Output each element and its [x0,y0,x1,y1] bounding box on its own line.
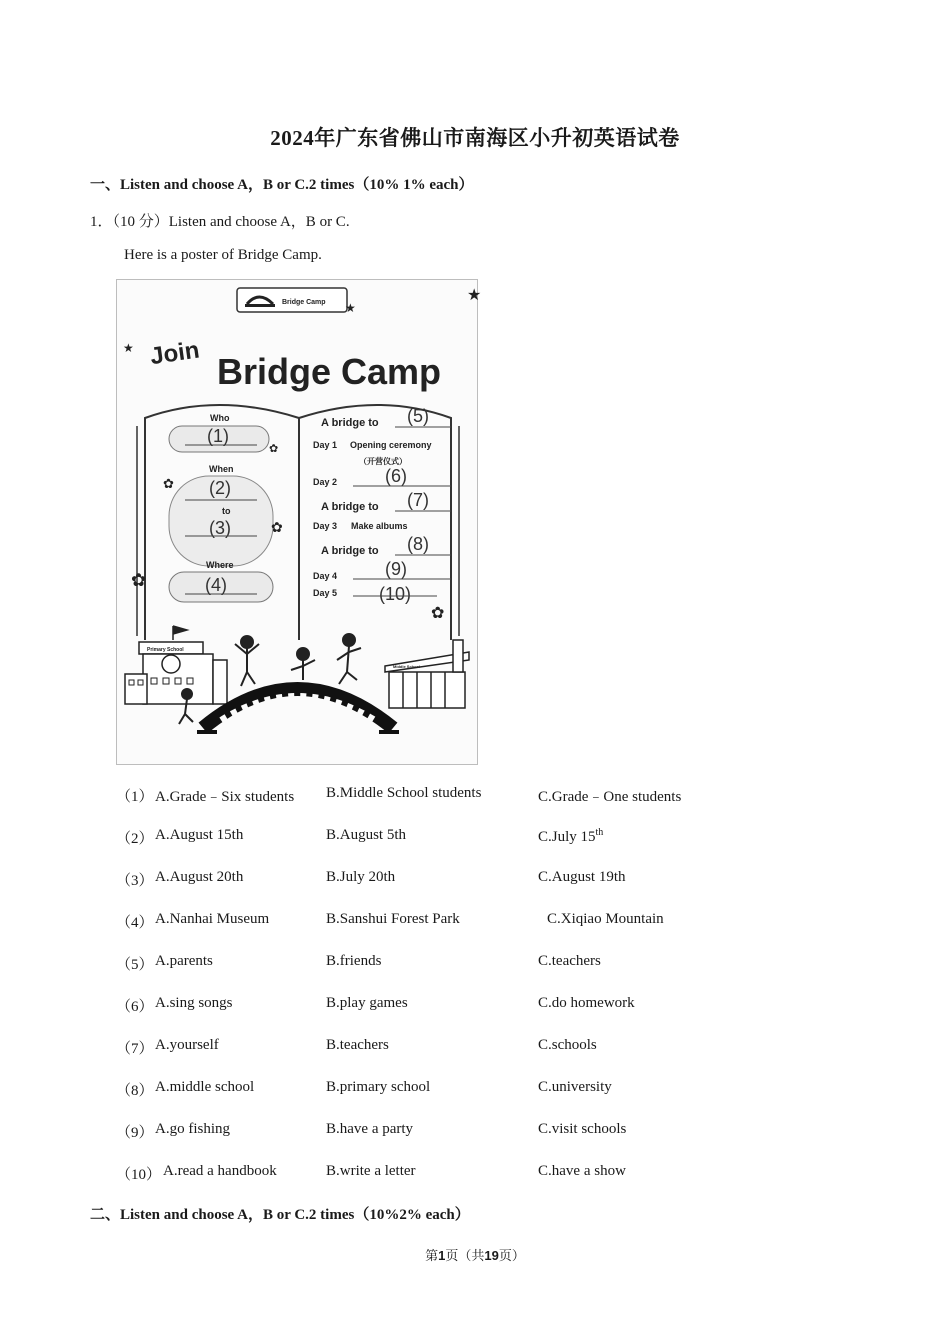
poster-illustration [117,280,482,764]
footer-page-number: 1 [438,1248,446,1263]
option-number: （3） [116,873,154,889]
flower-icon: ✿ [131,570,147,590]
option-c-superscript: th [595,827,604,838]
blank-2: (2) [209,478,231,498]
when-label: When [209,464,234,474]
option-b: B.play games [326,995,408,1011]
option-c: C.Xiqiao Mountain [547,911,664,927]
flower-icon: ✿ [271,521,283,536]
poster-header-text: Bridge Camp [282,299,326,306]
option-c-text: C.July 15 [538,829,596,845]
option-a: A.yourself [155,1037,219,1053]
page-footer [0,1245,950,1264]
star-icon: ★ [123,341,134,355]
day-1-text: Opening ceremony [350,440,432,450]
bridge-to-label-3: A bridge to [321,545,379,557]
option-number: （2） [116,831,154,847]
bridge-to-label-1: A bridge to [321,417,379,429]
option-c: C.university [538,1079,612,1095]
day-1-label: Day 1 [313,440,338,450]
option-b: B.primary school [326,1079,431,1095]
poster-join-text: Join [148,336,202,371]
day-4-label: Day 4 [313,571,338,581]
option-number: （5） [116,957,154,973]
option-c: C.do homework [538,995,635,1011]
option-c: C.Grade﹣One students [538,789,682,805]
day-3-label: Day 3 [313,521,338,531]
option-b: B.July 20th [326,869,396,885]
footer-prefix: 第 [425,1248,439,1263]
option-a: A.parents [155,953,213,969]
option-b: B.friends [326,953,382,969]
middle-school-building-icon [385,640,469,708]
section-1-heading: 一、Listen and choose A，B or C.2 times（10% 1% each） [90,177,474,193]
option-a: A.Grade﹣Six students [155,789,295,805]
option-number: （7） [116,1041,154,1057]
blank-8: (8) [407,534,429,554]
option-a: A.August 15th [155,827,244,843]
flower-icon: ✿ [431,605,445,622]
option-c: C.have a show [538,1163,626,1179]
option-number: （1） [116,789,154,805]
option-b: B.Middle School students [326,785,482,801]
option-a: A.sing songs [155,995,233,1011]
option-b: B.teachers [326,1037,389,1053]
school-building-icon [125,626,227,704]
day-2-label: Day 2 [313,477,338,487]
footer-total-pages: 19 [484,1248,499,1263]
star-icon: ★ [467,287,482,304]
blank-6: (6) [385,466,407,486]
option-number: （10） [116,1167,162,1183]
flower-icon: ✿ [163,476,174,491]
blank-3: (3) [209,518,231,538]
poster-title: Bridge Camp [217,351,442,392]
option-c: C.August 19th [538,869,626,885]
option-b: B.write a letter [326,1163,416,1179]
blank-9: (9) [385,559,407,579]
option-c: C.teachers [538,953,601,969]
star-icon: ★ [345,301,356,315]
day-1-chinese: （开营仪式） [359,457,407,466]
footer-suffix: 页） [498,1248,525,1263]
flower-icon: ✿ [269,443,279,455]
day-5-label: Day 5 [313,588,338,598]
option-b: B.Sanshui Forest Park [326,911,460,927]
blank-7: (7) [407,490,429,510]
page-title: 2024年广东省佛山市南海区小升初英语试卷 [270,126,680,150]
option-a: A.Nanhai Museum [155,911,270,927]
question-1-intro: Here is a poster of Bridge Camp. [124,247,322,263]
option-number: （8） [116,1083,154,1099]
section-2-heading: 二、Listen and choose A，B or C.2 times（10%2% each） [90,1207,470,1223]
building-sign-text: Middle School [393,664,421,669]
school-sign-text: Primary School [147,647,184,653]
option-number: （4） [116,915,154,931]
option-a: A.go fishing [155,1121,230,1137]
blank-1: (1) [207,426,229,446]
option-c: C.visit schools [538,1121,627,1137]
option-c [538,827,603,846]
option-number: （6） [116,999,154,1015]
bridge-camp-poster [116,279,482,765]
day-3-text: Make albums [351,521,408,531]
option-a: A.read a handbook [163,1163,277,1179]
option-b: B.have a party [326,1121,414,1137]
bridge-to-label-2: A bridge to [321,501,379,513]
where-label: Where [206,560,234,570]
option-b: B.August 5th [326,827,407,843]
option-a: A.August 20th [155,869,244,885]
to-label: to [222,506,231,516]
option-a: A.middle school [155,1079,255,1095]
blank-4: (4) [205,575,227,595]
question-1-line: 1．（10 分）Listen and choose A，B or C. [90,214,350,230]
who-label: Who [210,413,230,423]
blank-5: (5) [407,406,429,426]
option-number: （9） [116,1125,154,1141]
option-c: C.schools [538,1037,597,1053]
footer-middle: 页（共 [445,1248,485,1263]
blank-10: (10) [379,584,412,604]
